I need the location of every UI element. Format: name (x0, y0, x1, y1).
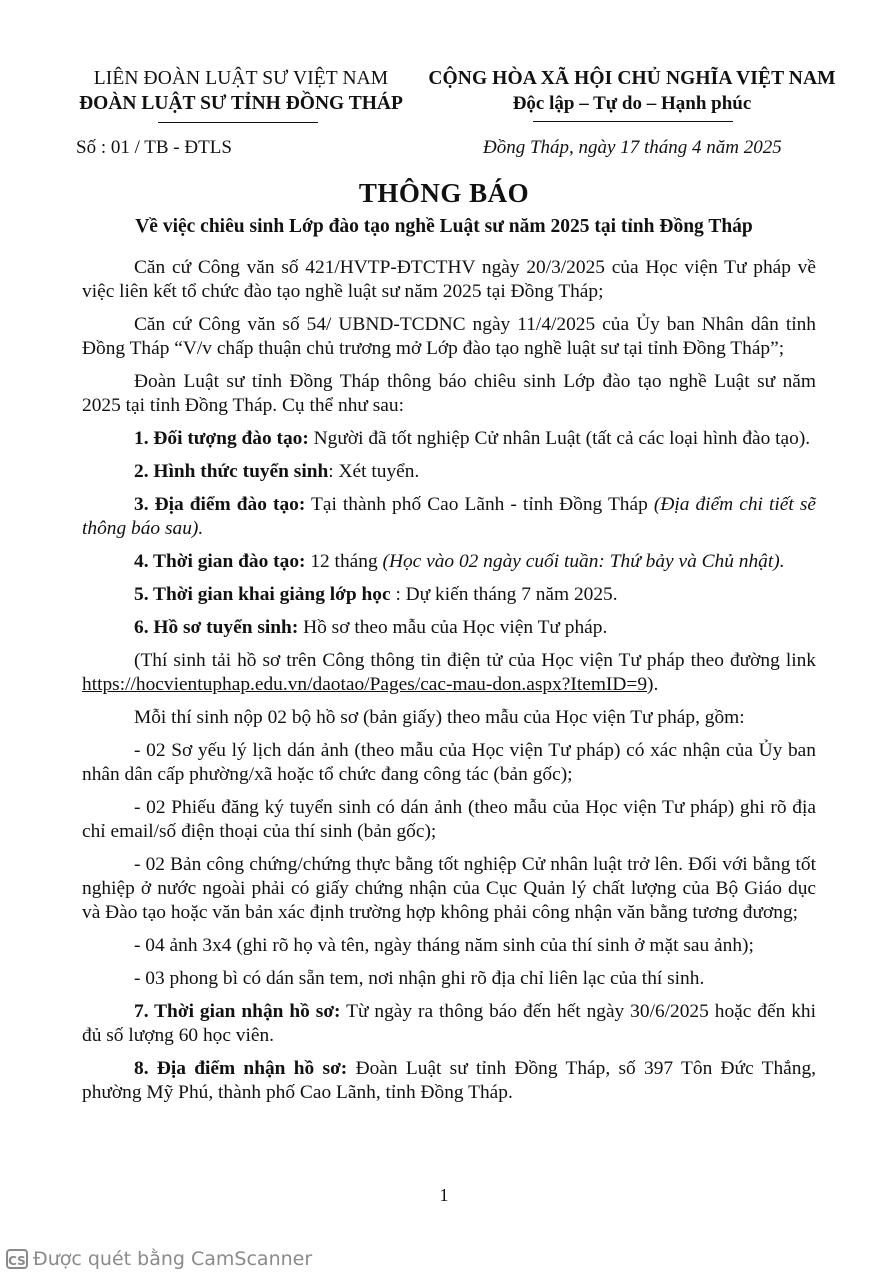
section-text: Người đã tốt nghiệp Cử nhân Luật (tất cả các loại hình đào tạo). (308, 428, 811, 449)
document-date: Đồng Tháp, ngày 17 tháng 4 năm 2025 (483, 137, 782, 158)
section-label: 7. Thời gian nhận hồ sơ: (134, 1001, 341, 1022)
note-text: (Thí sinh tải hồ sơ trên Công thông tin điện tử của Học viện Tư pháp theo đường link (134, 650, 816, 671)
scanner-watermark-text: Được quét bằng CamScanner (33, 1248, 313, 1270)
paragraph-legal-basis-1: Căn cứ Công văn số 421/HVTP-ĐTCTHV ngày 20/3/2025 của Học viện Tư pháp về việc liên kết tổ chức đào tạo nghề luật sư năm 2025 tại Đồng Tháp; (82, 257, 816, 302)
paragraph-announcement: Đoàn Luật sư tỉnh Đồng Tháp thông báo chiêu sinh Lớp đào tạo nghề Luật sư năm 2025 tại tỉnh Đồng Tháp. Cụ thể như sau: (82, 371, 816, 416)
section-text: : Dự kiến tháng 7 năm 2025. (390, 584, 618, 605)
section-note: (Địa điểm chi tiết sẽ thông báo sau). (82, 494, 816, 539)
section-label: 1. Đối tượng đào tạo: (134, 428, 309, 449)
issuer-org: ĐOÀN LUẬT SƯ TỈNH ĐỒNG THÁP (79, 93, 403, 114)
section-training-target (82, 427, 816, 451)
section-label: 3. Địa điểm đào tạo: (134, 494, 306, 515)
section-training-location (82, 493, 816, 541)
dossier-item: - 04 ảnh 3x4 (ghi rõ họ và tên, ngày tháng năm sinh của thí sinh ở mặt sau ảnh); (134, 935, 754, 956)
section-text: Từ ngày ra thông báo đến hết ngày 30/6/2025 hoặc đến khi đủ số lượng 60 học viên. (82, 1001, 816, 1046)
country-name: CỘNG HÒA XÃ HỘI CHỦ NGHĨA VIỆT NAM (428, 68, 836, 89)
section-admission-form (82, 460, 816, 484)
section-label: 8. Địa điểm nhận hồ sơ: (134, 1058, 348, 1079)
document-title: THÔNG BÁO (358, 178, 530, 208)
section-application-dossier (82, 616, 816, 640)
section-note: (Học vào 02 ngày cuối tuần: Thứ bảy và Chủ nhật). (382, 551, 785, 572)
section-text: 12 tháng (305, 551, 383, 572)
dossier-intro: Mỗi thí sinh nộp 02 bộ hồ sơ (bản giấy) theo mẫu của Học viện Tư pháp, gồm: (134, 707, 745, 728)
national-motto-block (414, 66, 850, 116)
camscanner-icon: CS (6, 1249, 28, 1269)
paragraph-legal-basis-2: Căn cứ Công văn số 54/ UBND-TCDNC ngày 11/4/2025 của Ủy ban Nhân dân tỉnh Đồng Tháp “V/v chấp thuận chủ trương mở Lớp đào tạo nghề luật sư tại tỉnh Đồng Tháp”; (82, 314, 816, 359)
note-text-end: ). (647, 674, 659, 695)
section-submission-time (82, 1000, 816, 1048)
national-motto: Độc lập – Tự do – Hạnh phúc (512, 93, 752, 114)
dossier-item: - 02 Sơ yếu lý lịch dán ảnh (theo mẫu của Học viện Tư pháp) có xác nhận của Ủy ban nhân dân cấp phường/xã hoặc tổ chức đang công tác (bản gốc); (82, 740, 816, 785)
section-training-duration (82, 550, 816, 574)
section-opening-time (82, 583, 816, 607)
issuer-block (70, 66, 412, 116)
dossier-item: - 02 Phiếu đăng ký tuyển sinh có dán ảnh (theo mẫu của Học viện Tư pháp) ghi rõ địa chỉ email/số điện thoại của thí sinh (bản gốc); (82, 797, 816, 842)
section-label: 5. Thời gian khai giảng lớp học (134, 584, 391, 605)
dossier-item: - 02 Bản công chứng/chứng thực bằng tốt nghiệp Cử nhân luật trở lên. Đối với bằng tốt nghiệp ở nước ngoài phải có giấy chứng nhận của Cục Quản lý chất lượng của Bộ Giáo dục và Đào tạo hoặc văn bản xác định trường hợp không phải công nhận văn bằng tương đương; (82, 854, 816, 923)
document-number: Số : 01 / TB - ĐTLS (76, 137, 232, 158)
section-label: 4. Thời gian đào tạo: (134, 551, 306, 572)
dossier-forms-link[interactable]: https://hocvientuphap.edu.vn/daotao/Pages/cac-mau-don.aspx?ItemID=9 (82, 674, 648, 695)
section-text: Tại thành phố Cao Lãnh - tỉnh Đồng Tháp (305, 494, 654, 515)
dossier-download-note (82, 649, 816, 697)
section-label: 6. Hồ sơ tuyển sinh: (134, 617, 299, 638)
document-subtitle: Về việc chiêu sinh Lớp đào tạo nghề Luật sư năm 2025 tại tỉnh Đồng Tháp (135, 216, 753, 237)
document-body (82, 256, 816, 1114)
section-text: Đoàn Luật sư tỉnh Đồng Tháp, số 397 Tôn Đức Thắng, phường Mỹ Phú, thành phố Cao Lãnh, tỉnh Đồng Tháp. (82, 1058, 816, 1103)
section-text: : Xét tuyển. (328, 461, 420, 482)
section-text: Hồ sơ theo mẫu của Học viện Tư pháp. (298, 617, 608, 638)
issuer-parent-org: LIÊN ĐOÀN LUẬT SƯ VIỆT NAM (93, 68, 389, 89)
scanner-watermark (6, 1248, 312, 1270)
issuer-underline (158, 122, 318, 123)
page-number: 1 (439, 1185, 449, 1205)
dossier-item: - 03 phong bì có dán sẵn tem, nơi nhận ghi rõ địa chỉ liên lạc của thí sinh. (134, 968, 705, 989)
motto-underline (533, 121, 733, 122)
section-submission-location (82, 1057, 816, 1105)
section-label: 2. Hình thức tuyển sinh (134, 461, 329, 482)
